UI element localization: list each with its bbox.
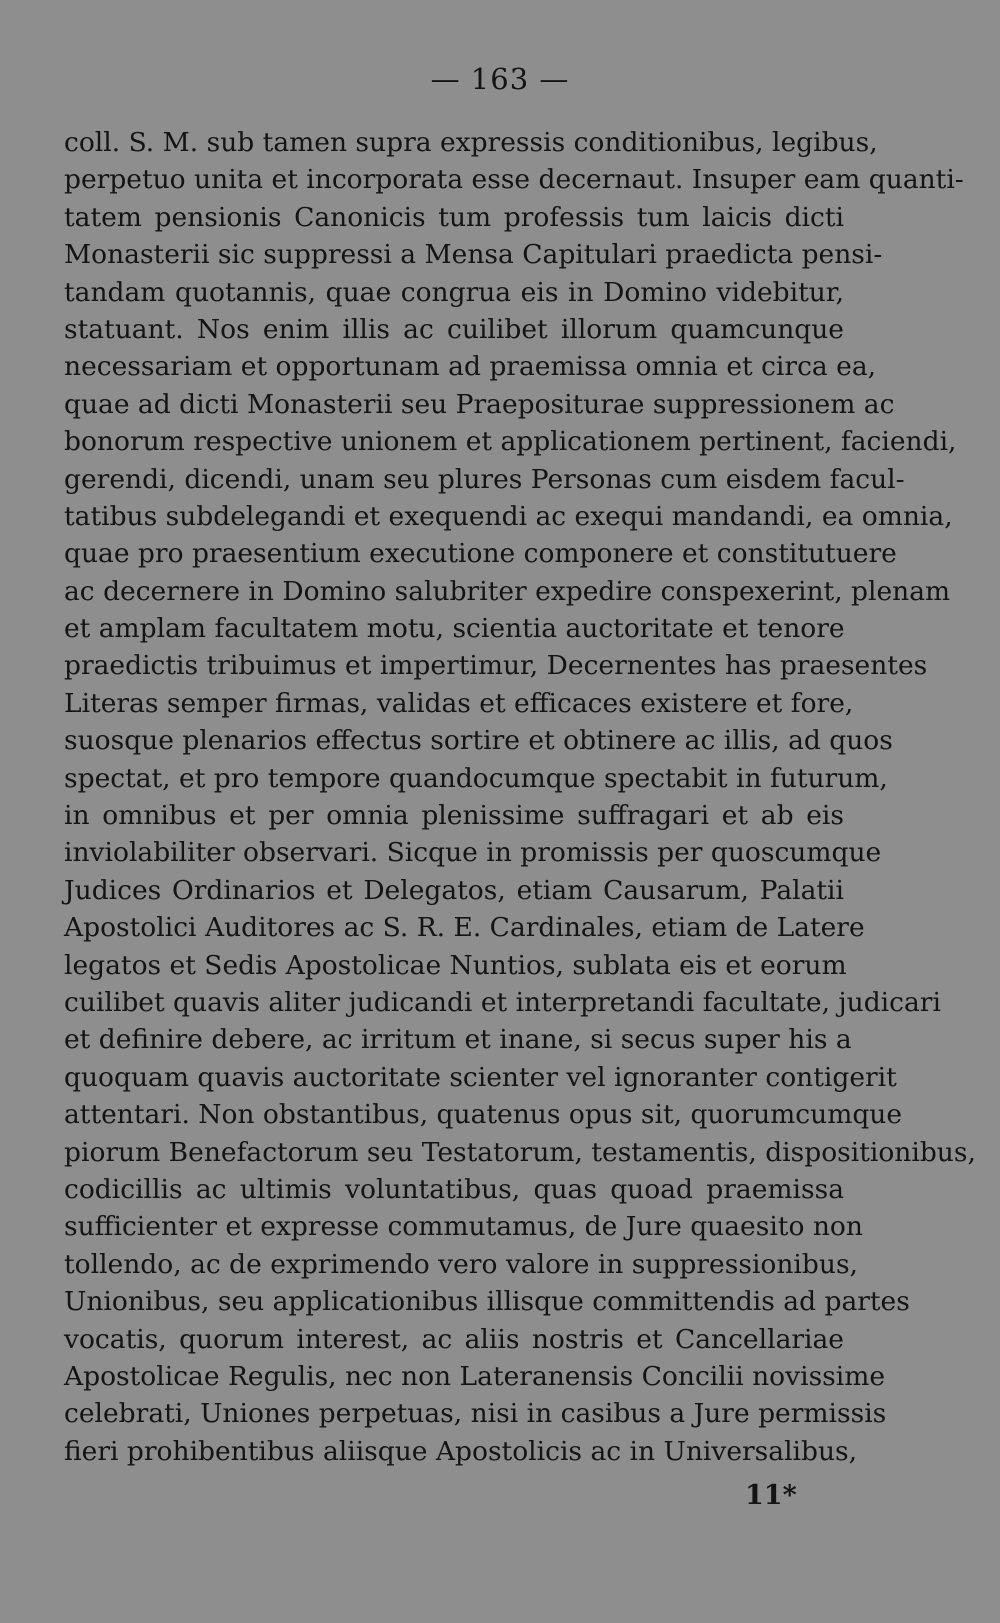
text-line: perpetuo unita et incorporata esse decernaut. Insuper eam quanti- xyxy=(64,164,964,196)
text-line: piorum Benefactorum seu Testatorum, testamentis, dispositionibus, xyxy=(64,1136,976,1168)
text-line: codicillis ac ultimis voluntatibus, quas quoad praemissa xyxy=(64,1173,844,1205)
text-line: tatem pensionis Canonicis tum professis tum laicis dicti xyxy=(64,201,844,233)
text-line: in omnibus et per omnia plenissime suffragari et ab eis xyxy=(64,800,844,832)
text-line: coll. S. M. sub tamen supra expressis conditionibus, legibus, xyxy=(64,127,878,158)
text-line: quoquam quavis auctoritate scienter vel ignoranter contigerit xyxy=(64,1061,897,1093)
text-line: bonorum respective unionem et applicationem pertinent, faciendi, xyxy=(64,426,957,458)
text-line: fieri prohibentibus aliisque Apostolicis ac in Universalibus, xyxy=(64,1435,858,1467)
text-line: ac decernere in Domino salubriter expedire conspexerint, plenam xyxy=(64,575,951,607)
text-line: Apostolicae Regulis, nec non Lateranensis Concilii novissime xyxy=(64,1360,886,1392)
text-line: tatibus subdelegandi et exequendi ac exequi mandandi, ea omnia, xyxy=(64,500,953,532)
text-line: sufficienter et expresse commutamus, de Jure quaesito non xyxy=(64,1211,863,1243)
text-line: gerendi, dicendi, unam seu plures Personas cum eisdem facul- xyxy=(64,463,905,495)
text-line: Monasterii sic suppressi a Mensa Capitulari praedicta pensi- xyxy=(64,239,883,271)
body-text xyxy=(64,124,976,1470)
text-line: tollendo, ac de exprimendo vero valore in suppressionibus, xyxy=(64,1248,858,1280)
text-line: attentari. Non obstantibus, quatenus opus sit, quorumcumque xyxy=(64,1099,903,1131)
text-line: quae ad dicti Monasterii seu Praeposituraе suppressionem ac xyxy=(64,388,895,420)
text-line: legatos et Sedis Apostolicae Nuntios, sublata eis et eorum xyxy=(64,949,847,981)
text-line: vocatis, quorum interest, ac aliis nostris et Cancellariae xyxy=(64,1323,844,1355)
text-line: tandam quotannis, quae congrua eis in Domino videbitur, xyxy=(64,276,844,308)
text-line: et definire debere, ac irritum et inane, si secus super his a xyxy=(64,1024,852,1056)
text-line: Apostolici Auditores ac S. R. E. Cardinales, etiam de Latere xyxy=(64,912,865,944)
text-line: Literas semper firmas, validas et efficaces existere et fore, xyxy=(64,687,854,719)
text-line: Judices Ordinarios et Delegatos, etiam Causarum, Palatii xyxy=(64,874,844,906)
text-line: necessariam et opportunam ad praemissa omnia et circa ea, xyxy=(64,351,877,383)
text-line: suosque plenarios effectus sortire et obtinere ac illis, ad quos xyxy=(64,725,893,757)
text-line: inviolabiliter observari. Sicque in promissis per quoscumque xyxy=(64,837,882,869)
text-line: spectat, et pro tempore quandocumque spectabit in futurum, xyxy=(64,762,888,794)
text-line: Unionibus, seu applicationibus illisque committendis ad partes xyxy=(64,1286,910,1318)
signature-mark: 11* xyxy=(745,1480,797,1511)
text-line: cuilibet quavis aliter judicandi et interpretandi facultate, judicari xyxy=(64,986,941,1018)
text-line: praedictis tribuimus et impertimur, Decernentes has praesentes xyxy=(64,650,928,682)
text-line: statuant. Nos enim illis ac cuilibet illorum quamcunque xyxy=(64,313,844,345)
page-number: — 163 — xyxy=(430,62,570,96)
text-line: quae pro praesentium executione componere et constitutuere xyxy=(64,538,897,570)
text-line: celebrati, Uniones perpetuas, nisi in casibus a Jure permissis xyxy=(64,1398,887,1430)
text-line: et amplam facultatem motu, scientia auctoritate et tenore xyxy=(64,613,845,645)
